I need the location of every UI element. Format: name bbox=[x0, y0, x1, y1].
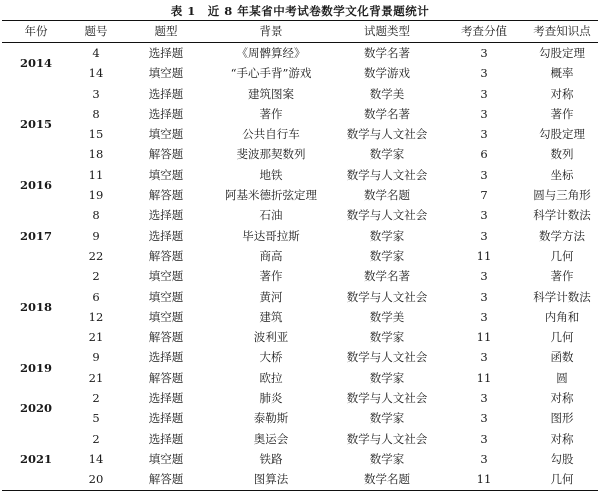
question-type-cell: 解答题 bbox=[148, 248, 184, 263]
header-col-score: 考查分值 bbox=[461, 24, 507, 38]
question-no-cell: 21 bbox=[88, 330, 104, 345]
header-col-year: 年份 bbox=[24, 24, 48, 38]
year-cell: 2015 bbox=[19, 117, 52, 132]
table-caption: 表 1 近 8 年某省中考试卷数学文化背景题统计 bbox=[170, 4, 430, 18]
knowledge-point-cell: 概率 bbox=[550, 66, 574, 81]
background-cell: 斐波那契数列 bbox=[236, 147, 306, 162]
header-row bbox=[2, 21, 598, 43]
score-cell: 3 bbox=[480, 167, 488, 182]
score-cell: 3 bbox=[480, 66, 488, 81]
score-cell: 3 bbox=[480, 350, 488, 365]
background-cell: 波利亚 bbox=[253, 330, 289, 345]
table-body bbox=[2, 43, 598, 491]
question-type-cell: 填空题 bbox=[148, 309, 184, 324]
question-no-cell: 6 bbox=[92, 289, 100, 304]
table-row bbox=[2, 469, 598, 490]
question-type-cell: 选择题 bbox=[148, 86, 184, 101]
item-category-cell: 数学与人文社会 bbox=[346, 431, 428, 446]
knowledge-point-cell: 勾股定理 bbox=[539, 46, 585, 60]
knowledge-point-cell: 圆与三角形 bbox=[533, 188, 591, 203]
table-row bbox=[2, 287, 598, 307]
table-row bbox=[2, 368, 598, 388]
background-cell: 泰勒斯 bbox=[253, 411, 289, 426]
question-no-cell: 9 bbox=[92, 228, 100, 243]
question-type-cell: 填空题 bbox=[148, 66, 184, 81]
item-category-cell: 数学家 bbox=[369, 411, 405, 426]
knowledge-point-cell: 著作 bbox=[550, 269, 574, 284]
score-cell: 3 bbox=[480, 411, 488, 426]
item-category-cell: 数学名著 bbox=[364, 106, 410, 121]
background-cell: 图算法 bbox=[253, 472, 289, 487]
question-no-cell: 14 bbox=[88, 451, 104, 466]
question-type-cell: 填空题 bbox=[148, 127, 184, 142]
item-category-cell: 数学名著 bbox=[364, 46, 410, 60]
background-cell: 大桥 bbox=[259, 350, 283, 365]
knowledge-point-cell: 科学计数法 bbox=[533, 289, 591, 304]
knowledge-point-cell: 对称 bbox=[550, 391, 574, 406]
score-cell: 3 bbox=[480, 106, 488, 121]
knowledge-point-cell: 科学计数法 bbox=[533, 208, 591, 223]
item-category-cell: 数学家 bbox=[369, 248, 405, 263]
question-no-cell: 2 bbox=[92, 391, 100, 406]
item-category-cell: 数学与人文社会 bbox=[346, 208, 428, 223]
question-type-cell: 填空题 bbox=[148, 451, 184, 466]
table-row bbox=[2, 429, 598, 449]
question-no-cell: 5 bbox=[92, 411, 100, 426]
score-cell: 3 bbox=[480, 289, 488, 304]
question-no-cell: 19 bbox=[88, 188, 104, 203]
question-type-cell: 解答题 bbox=[148, 472, 184, 487]
question-type-cell: 选择题 bbox=[148, 391, 184, 406]
score-cell: 11 bbox=[476, 370, 492, 385]
knowledge-point-cell: 著作 bbox=[550, 106, 574, 121]
question-no-cell: 4 bbox=[92, 46, 100, 60]
item-category-cell: 数学游戏 bbox=[364, 66, 410, 81]
item-category-cell: 数学名题 bbox=[364, 188, 410, 203]
year-cell: 2018 bbox=[19, 299, 52, 314]
table-row bbox=[2, 205, 598, 225]
knowledge-point-cell: 对称 bbox=[550, 431, 574, 446]
knowledge-point-cell: 圆 bbox=[556, 370, 568, 385]
question-no-cell: 3 bbox=[92, 86, 100, 101]
knowledge-point-cell: 图形 bbox=[550, 411, 574, 426]
year-cell: 2021 bbox=[19, 451, 52, 466]
knowledge-point-cell: 数学方法 bbox=[539, 228, 585, 243]
score-cell: 3 bbox=[480, 451, 488, 466]
score-cell: 3 bbox=[480, 228, 488, 243]
table-row bbox=[2, 104, 598, 124]
table-row bbox=[2, 347, 598, 367]
score-cell: 3 bbox=[480, 208, 488, 223]
table-row bbox=[2, 124, 598, 144]
item-category-cell: 数学名著 bbox=[364, 269, 410, 284]
question-no-cell: 11 bbox=[88, 167, 104, 182]
knowledge-point-cell: 勾股定理 bbox=[539, 127, 585, 142]
score-cell: 3 bbox=[480, 127, 488, 142]
knowledge-point-cell: 几何 bbox=[550, 248, 574, 263]
item-category-cell: 数学美 bbox=[369, 86, 405, 101]
score-cell: 3 bbox=[480, 46, 488, 60]
table-row bbox=[2, 63, 598, 83]
item-category-cell: 数学与人文社会 bbox=[346, 289, 428, 304]
background-cell: 公共自行车 bbox=[242, 127, 300, 142]
table-row bbox=[2, 144, 598, 164]
item-category-cell: 数学家 bbox=[369, 330, 405, 345]
background-cell: 商高 bbox=[259, 248, 283, 263]
knowledge-point-cell: 内角和 bbox=[544, 309, 580, 324]
knowledge-point-cell: 对称 bbox=[550, 86, 574, 101]
background-cell: 石油 bbox=[259, 208, 283, 223]
knowledge-point-cell: 几何 bbox=[550, 330, 574, 345]
year-cell: 2016 bbox=[19, 177, 52, 192]
question-type-cell: 选择题 bbox=[148, 228, 184, 243]
table-row bbox=[2, 327, 598, 347]
question-no-cell: 22 bbox=[88, 248, 104, 263]
knowledge-point-cell: 勾股 bbox=[550, 451, 574, 466]
knowledge-point-cell: 几何 bbox=[550, 472, 574, 487]
item-category-cell: 数学与人文社会 bbox=[346, 391, 428, 406]
knowledge-point-cell: 数列 bbox=[550, 147, 574, 162]
score-cell: 7 bbox=[480, 188, 488, 203]
item-category-cell: 数学家 bbox=[369, 370, 405, 385]
header-col-knowledge-point: 考查知识点 bbox=[533, 24, 591, 38]
item-category-cell: 数学家 bbox=[369, 228, 405, 243]
year-cell: 2014 bbox=[19, 56, 52, 71]
question-type-cell: 解答题 bbox=[148, 188, 184, 203]
score-cell: 11 bbox=[476, 472, 492, 487]
background-cell: 肺炎 bbox=[259, 391, 283, 406]
knowledge-point-cell: 坐标 bbox=[550, 167, 574, 182]
item-category-cell: 数学美 bbox=[369, 309, 405, 324]
score-cell: 6 bbox=[480, 147, 488, 162]
year-cell: 2017 bbox=[19, 228, 52, 243]
item-category-cell: 数学与人文社会 bbox=[346, 350, 428, 365]
question-no-cell: 9 bbox=[92, 350, 100, 365]
table-row bbox=[2, 449, 598, 469]
item-category-cell: 数学名题 bbox=[364, 472, 410, 487]
question-no-cell: 2 bbox=[92, 431, 100, 446]
table-row bbox=[2, 84, 598, 104]
question-type-cell: 解答题 bbox=[148, 370, 184, 385]
knowledge-point-cell: 函数 bbox=[550, 350, 574, 365]
question-type-cell: 填空题 bbox=[148, 289, 184, 304]
question-type-cell: 填空题 bbox=[148, 167, 184, 182]
question-no-cell: 18 bbox=[88, 147, 104, 162]
question-no-cell: 8 bbox=[92, 208, 100, 223]
background-cell: 铁路 bbox=[259, 451, 283, 466]
question-no-cell: 14 bbox=[88, 66, 104, 81]
header-col-item-category: 试题类型 bbox=[364, 24, 410, 38]
background-cell: 建筑图案 bbox=[248, 86, 294, 101]
background-cell: 阿基米德折弦定理 bbox=[225, 188, 317, 203]
score-cell: 3 bbox=[480, 431, 488, 446]
score-cell: 3 bbox=[480, 269, 488, 284]
item-category-cell: 数学与人文社会 bbox=[346, 127, 428, 142]
question-type-cell: 选择题 bbox=[148, 431, 184, 446]
question-type-cell: 解答题 bbox=[148, 147, 184, 162]
question-no-cell: 21 bbox=[88, 370, 104, 385]
year-cell: 2020 bbox=[19, 401, 52, 416]
question-no-cell: 20 bbox=[88, 472, 104, 487]
score-cell: 3 bbox=[480, 86, 488, 101]
table-row bbox=[2, 185, 598, 205]
table-row bbox=[2, 307, 598, 327]
item-category-cell: 数学家 bbox=[369, 147, 405, 162]
question-type-cell: 选择题 bbox=[148, 208, 184, 223]
question-no-cell: 8 bbox=[92, 106, 100, 121]
table-header bbox=[2, 21, 598, 43]
background-cell: 奥运会 bbox=[253, 431, 289, 446]
background-cell: 毕达哥拉斯 bbox=[242, 228, 300, 243]
score-cell: 11 bbox=[476, 248, 492, 263]
table-row bbox=[2, 226, 598, 246]
background-cell: 黄河 bbox=[259, 289, 283, 304]
score-cell: 3 bbox=[480, 309, 488, 324]
score-cell: 3 bbox=[480, 391, 488, 406]
background-cell: 建筑 bbox=[259, 309, 283, 324]
table-row bbox=[2, 388, 598, 408]
question-type-cell: 选择题 bbox=[148, 350, 184, 365]
item-category-cell: 数学与人文社会 bbox=[346, 167, 428, 182]
background-cell: 《周髀算经》 bbox=[236, 46, 306, 60]
question-no-cell: 2 bbox=[92, 269, 100, 284]
background-cell: 欧拉 bbox=[259, 370, 283, 385]
statistics-table bbox=[2, 20, 598, 491]
question-type-cell: 解答题 bbox=[148, 330, 184, 345]
background-cell: 著作 bbox=[259, 106, 283, 121]
header-col-question-type: 题型 bbox=[154, 24, 178, 38]
item-category-cell: 数学家 bbox=[369, 451, 405, 466]
question-type-cell: 填空题 bbox=[148, 269, 184, 284]
question-type-cell: 选择题 bbox=[148, 411, 184, 426]
question-type-cell: 选择题 bbox=[148, 46, 184, 60]
table-row bbox=[2, 246, 598, 266]
question-type-cell: 选择题 bbox=[148, 106, 184, 121]
table-row bbox=[2, 266, 598, 286]
background-cell: “手心手背”游戏 bbox=[230, 66, 312, 81]
question-no-cell: 12 bbox=[88, 309, 104, 324]
background-cell: 著作 bbox=[259, 269, 283, 284]
header-col-background: 背景 bbox=[259, 24, 283, 38]
background-cell: 地铁 bbox=[259, 167, 283, 182]
table-row bbox=[2, 408, 598, 428]
table-row bbox=[2, 165, 598, 185]
score-cell: 11 bbox=[476, 330, 492, 345]
header-col-question-no: 题号 bbox=[84, 24, 108, 38]
year-cell: 2019 bbox=[19, 360, 52, 375]
table-row bbox=[2, 43, 598, 64]
question-no-cell: 15 bbox=[88, 127, 104, 142]
